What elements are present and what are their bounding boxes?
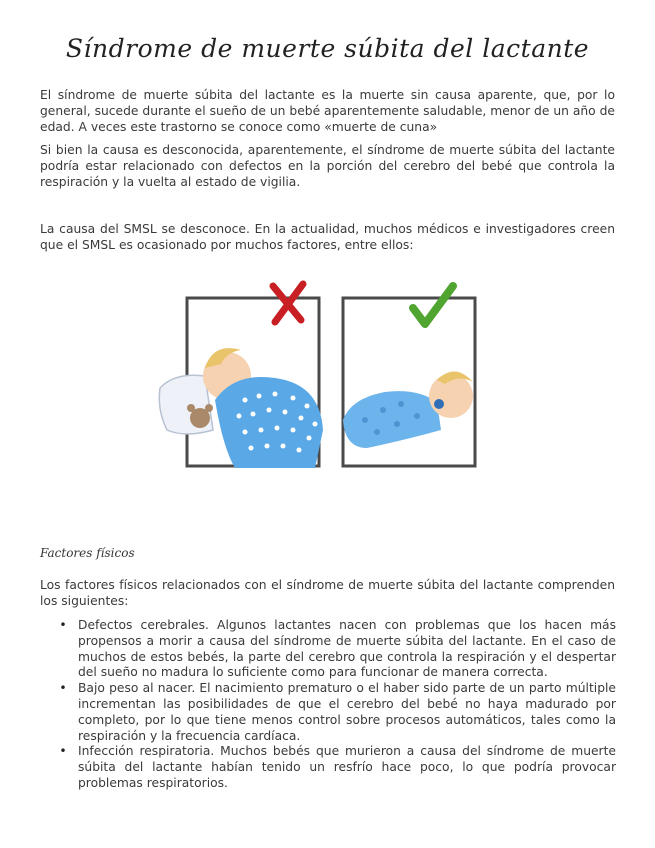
list-item-text: Bajo peso al nacer. El nacimiento prematuro o el haber sido parte de un parto múltiple incrementan las posibilidades de que el cerebro del bebé no haya madurado por completo, por lo que tiene menos control sobre procesos automáticos, tales como la respiración y la frecuencia cardíaca. xyxy=(78,681,616,743)
list-item xyxy=(56,618,616,681)
correct-sleep-panel xyxy=(343,286,475,466)
page-title: Síndrome de muerte súbita del lactante xyxy=(65,34,590,63)
intro-paragraph-3: La causa del SMSL se desconoce. En la actualidad, muchos médicos e investigadores creen que el SMSL es ocasionado por muchos factores, entre ellos: xyxy=(40,222,615,252)
sleep-position-illustration xyxy=(155,280,495,475)
section-lead: Los factores físicos relacionados con el síndrome de muerte súbita del lactante comprenden los siguientes: xyxy=(40,578,615,608)
check-icon xyxy=(413,286,453,324)
cross-icon xyxy=(273,284,303,322)
list-item-text: Defectos cerebrales. Algunos lactantes nacen con problemas que los hacen más propensos a morir a causa del síndrome de muerte súbita del lactante. En el caso de muchos de estos bebés, la parte del cerebro que controla la respiración y el despertar del sueño no madura lo suficiente como para funcionar de manera correcta. xyxy=(78,618,616,680)
bullet-marker: • xyxy=(59,744,67,759)
bullet-marker: • xyxy=(59,681,67,696)
factors-list xyxy=(56,618,616,792)
bullet-marker: • xyxy=(59,618,67,632)
intro-paragraph-1: El síndrome de muerte súbita del lactante es la muerte sin causa aparente, que, por lo general, sucede durante el sueño de un bebé aparentemente saludable, menor de un año de edad. A veces este trastorno se conoce como «muerte de cuna» xyxy=(40,88,615,134)
list-item xyxy=(56,681,616,744)
incorrect-sleep-panel xyxy=(159,284,323,468)
blanket xyxy=(215,377,323,468)
list-item xyxy=(56,744,616,791)
list-item-text: Infección respiratoria. Muchos bebés que murieron a causa del síndrome de muerte súbita del lactante habían tenido un resfrío hace poco, lo que podría provocar problemas respiratorios. xyxy=(78,744,616,790)
section-heading: Factores físicos xyxy=(40,546,135,560)
pacifier xyxy=(434,399,444,409)
baby-head-right xyxy=(429,374,473,418)
baby-pajamas xyxy=(343,391,441,448)
intro-paragraph-2: Si bien la causa es desconocida, aparentemente, el síndrome de muerte súbita del lactante podría estar relacionado con defectos en la porción del cerebro del bebé que controla la respiración y la vuelta al estado de vigilia. xyxy=(40,143,615,189)
